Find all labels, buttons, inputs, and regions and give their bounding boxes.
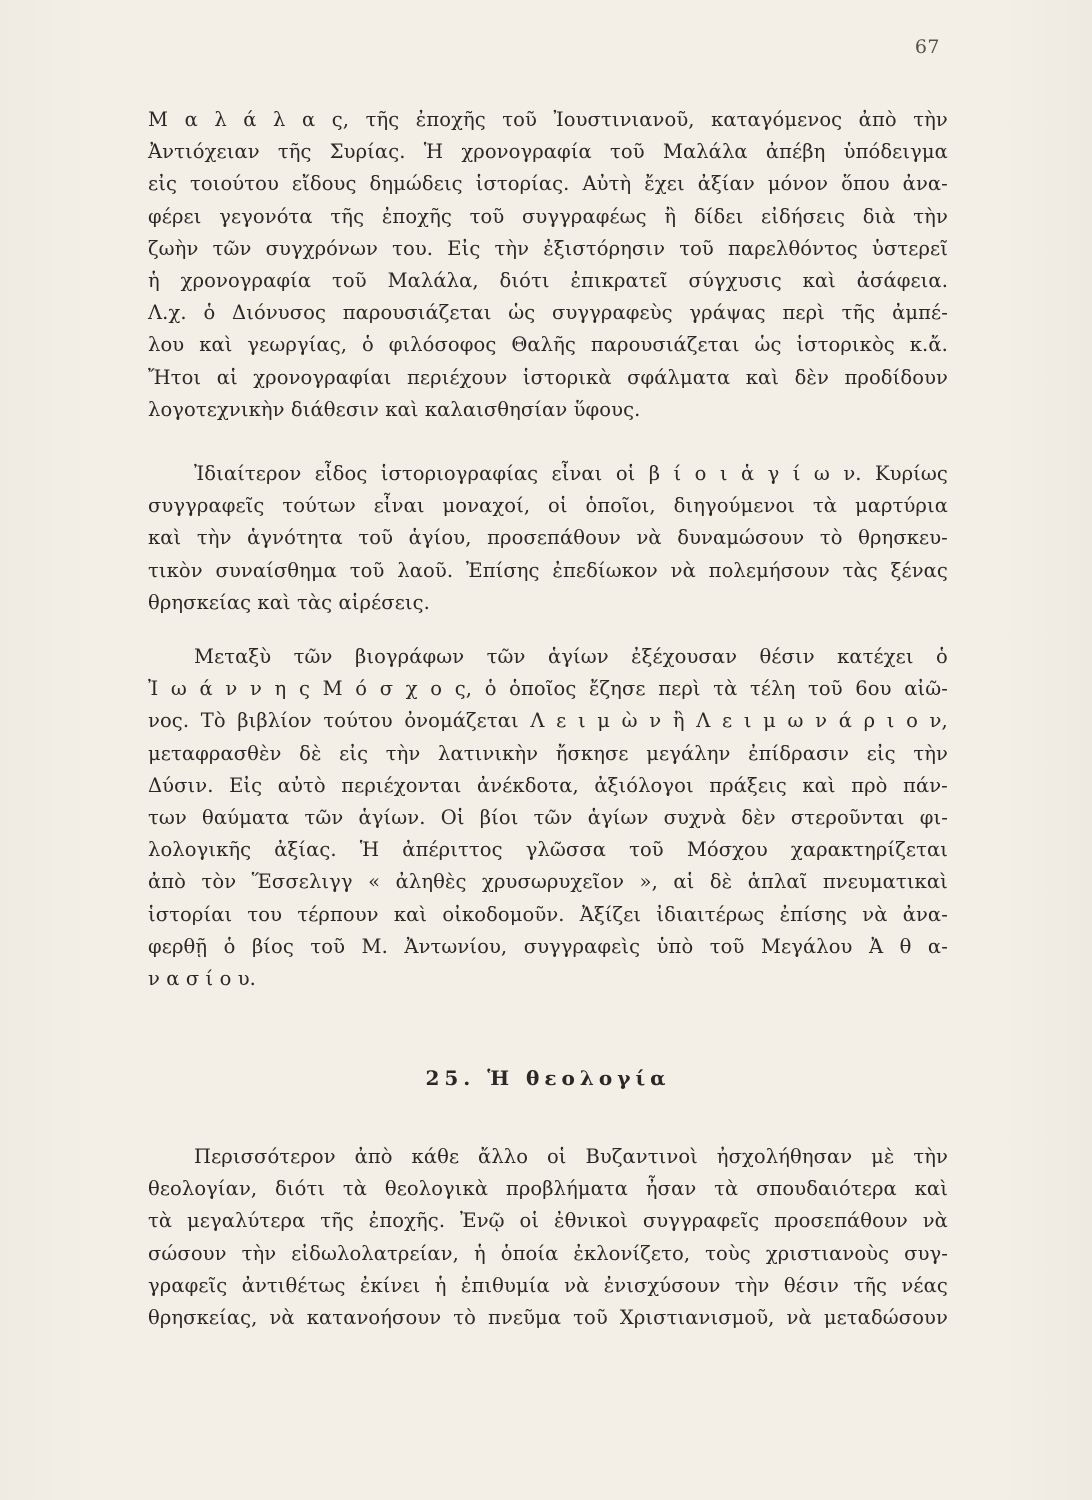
text-line: τὰ μεγαλύτερα τῆς ἐποχῆς. Ἐνῷ οἱ ἐθνικοὶ συγγραφεῖς προσεπάθουν νὰ: [148, 1209, 948, 1233]
text-line: ἡ χρονογραφία τοῦ Μαλάλα, διότι ἐπικρατεῖ σύγχυσις καὶ ἀσάφεια.: [148, 268, 948, 292]
text-line: θρησκείας καὶ τὰς αἱρέσεις.: [148, 590, 430, 614]
text-line: λολογικῆς ἀξίας. Ἡ ἀπέριττος γλῶσσα τοῦ Μόσχου χαρακτηρίζεται: [148, 838, 948, 862]
text-line: γραφεῖς ἀντιθέτως ἐκίνει ἡ ἐπιθυμία νὰ ἐνισχύσουν τὴν θέσιν τῆς νέας: [148, 1273, 948, 1297]
text-line: Ἤτοι αἱ χρονογραφίαι περιέχουν ἱστορικὰ σφάλματα καὶ δὲν προδίδουν: [148, 365, 948, 389]
paragraph-theology: [148, 1141, 948, 1334]
text-line: Δύσιν. Εἰς αὐτὸ περιέχονται ἀνέκδοτα, ἀξιόλογοι πράξεις καὶ πρὸ πάν-: [148, 773, 948, 797]
text-line: θρησκείας, νὰ κατανοήσουν τὸ πνεῦμα τοῦ Χριστιανισμοῦ, νὰ μεταδώσουν: [148, 1305, 948, 1329]
text-line: καὶ τὴν ἁγνότητα τοῦ ἁγίου, προσεπάθουν νὰ δυναμώσουν τὸ θρησκευ-: [148, 526, 948, 550]
text-line: Μ α λ ά λ α ς, τῆς ἐποχῆς τοῦ Ἰουστινιανοῦ, καταγόμενος ἀπὸ τὴν: [148, 108, 948, 131]
text-line: φερθῇ ὁ βίος τοῦ Μ. Ἀντωνίου, συγγραφεὶς ὑπὸ τοῦ Μεγάλου Ἀ θ α-: [148, 934, 948, 958]
text-line: ἱστορίαι του τέρπουν καὶ οἰκοδομοῦν. Ἀξίζει ἰδιαιτέρως ἐπίσης νὰ ἀνα-: [148, 902, 948, 926]
text-line: λου καὶ γεωργίας, ὁ φιλόσοφος Θαλῆς παρουσιάζεται ὡς ἱστορικὸς κ.ἄ.: [148, 333, 948, 357]
text-line: Μεταξὺ τῶν βιογράφων τῶν ἁγίων ἐξέχουσαν θέσιν κατέχει ὁ: [194, 645, 948, 668]
text-line: Λ.χ. ὁ Διόνυσος παρουσιάζεται ὡς συγγραφεὺς γράψας περὶ τῆς ἀμπέ-: [148, 301, 948, 325]
text-line: λογοτεχνικὴν διάθεσιν καὶ καλαισθησίαν ὕφους.: [148, 397, 641, 421]
text-line: μεταφρασθὲν δὲ εἰς τὴν λατινικὴν ἤσκησε μεγάλην ἐπίδρασιν εἰς τὴν: [148, 741, 948, 765]
text-line: φέρει γεγονότα τῆς ἐποχῆς τοῦ συγγραφέως ἢ δίδει εἰδήσεις διὰ τὴν: [148, 204, 948, 228]
paragraph-malalas: [148, 104, 948, 426]
text-line: εἰς τοιούτου εἴδους δημώδεις ἱστορίας. Αὐτὴ ἔχει ἀξίαν μόνον ὅπου ἀνα-: [148, 172, 948, 196]
text-line: ν α σ ί ο υ.: [148, 966, 256, 990]
text-line: Ἀντιόχειαν τῆς Συρίας. Ἡ χρονογραφία τοῦ Μαλάλα ἀπέβη ὑπόδειγμα: [148, 140, 948, 164]
text-line: σώσουν τὴν εἰδωλολατρείαν, ἡ ὁποία ἐκλονίζετο, τοὺς χριστιανοὺς συγ-: [148, 1241, 948, 1265]
section-heading: 25. Ἡ θεολογία: [425, 1066, 671, 1090]
paragraph-moschos: [148, 641, 948, 995]
text-line: τικὸν συναίσθημα τοῦ λαοῦ. Ἐπίσης ἐπεδίωκον νὰ πολεμήσουν τὰς ξένας: [148, 558, 948, 582]
page-number: 67: [914, 36, 940, 58]
text-line: νος. Τὸ βιβλίον τούτου ὀνομάζεται Λ ε ι μ ὼ ν ἢ Λ ε ι μ ω ν ά ρ ι ο ν,: [148, 709, 948, 733]
text-line: θεολογίαν, διότι τὰ θεολογικὰ προβλήματα ἦσαν τὰ σπουδαιότερα καὶ: [148, 1177, 948, 1201]
text-line: συγγραφεῖς τούτων εἶναι μοναχοί, οἱ ὁποῖοι, διηγούμενοι τὰ μαρτύρια: [148, 494, 948, 518]
text-line: Ἰ ω ά ν ν η ς Μ ό σ χ ο ς, ὁ ὁποῖος ἔζησε περὶ τὰ τέλη τοῦ 6ου αἰῶ-: [148, 677, 948, 701]
text-line: ἀπὸ τὸν Ἕσσελιγγ « ἀληθὲς χρυσωρυχεῖον », αἱ δὲ ἁπλαῖ πνευματικαὶ: [148, 870, 948, 894]
text-line: Ἰδιαίτερον εἶδος ἱστοριογραφίας εἶναι οἱ β ί ο ι ἁ γ ί ω ν. Κυρίως: [194, 462, 948, 485]
paragraph-lives-of-saints: [148, 458, 948, 619]
text-line: Περισσότερον ἀπὸ κάθε ἄλλο οἱ Βυζαντινοὶ ἠσχολήθησαν μὲ τὴν: [194, 1145, 948, 1168]
text-line: ζωὴν τῶν συγχρόνων του. Εἰς τὴν ἐξιστόρησιν τοῦ παρελθόντος ὑστερεῖ: [148, 236, 948, 260]
text-line: των θαύματα τῶν ἁγίων. Οἱ βίοι τῶν ἁγίων συχνὰ δὲν στεροῦνται φι-: [148, 805, 948, 829]
